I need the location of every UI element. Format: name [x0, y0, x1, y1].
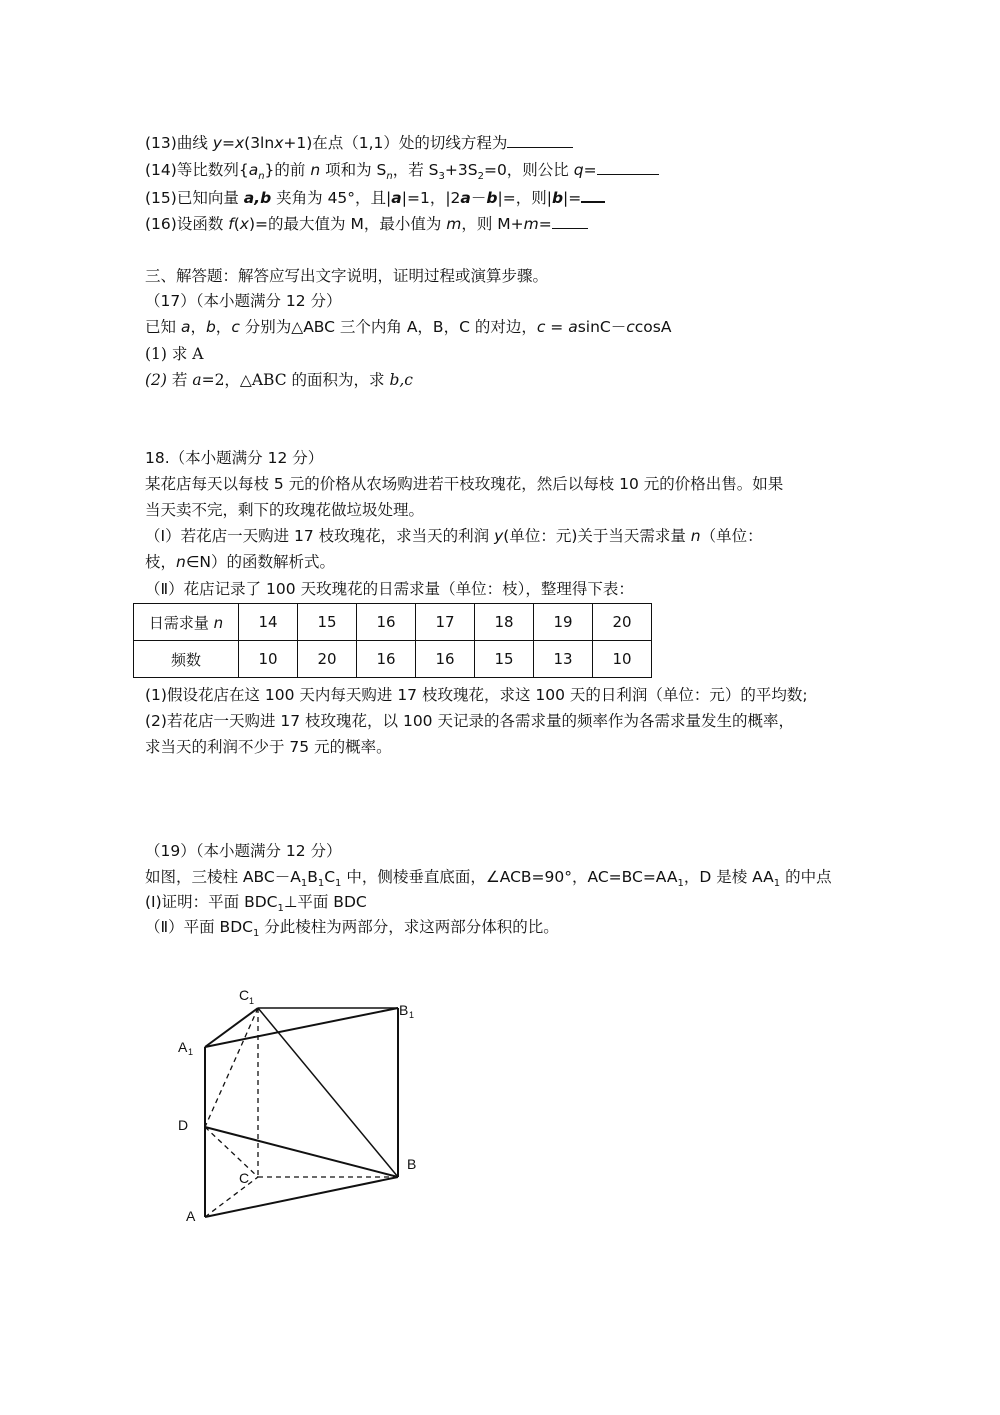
table-cell: 16: [357, 641, 416, 678]
q18-text: (单位：元)关于当天需求量: [503, 527, 691, 545]
q16-text: =: [538, 215, 552, 233]
section-heading: 三、解答题：解答应写出文字说明，证明过程或演算步骤。: [145, 267, 549, 285]
q19-sub: 1: [317, 878, 325, 890]
q15-answer-blank[interactable]: [581, 185, 605, 203]
q19-sub: 1: [335, 878, 342, 890]
q16-text: )=的最大值为 M，最小值为: [248, 215, 447, 233]
table-cell: 13: [534, 641, 593, 678]
q18-sub2-line2: 求当天的利润不少于 75 元的概率。: [145, 738, 392, 756]
q19-header: （19）（本小题满分 12 分）: [145, 842, 342, 860]
q14-text: }的前: [264, 161, 311, 179]
q18-text: ∈N）的函数解析式。: [185, 553, 335, 571]
q13-number: (13): [145, 134, 177, 152]
label-C1-sub: 1: [249, 996, 255, 1006]
question-13: [145, 131, 573, 155]
q19-sub: 1: [677, 878, 684, 890]
q18-part1: [145, 524, 763, 548]
q19-text: 如图，三棱柱 ABC－A: [145, 868, 301, 886]
q16-answer-blank[interactable]: [552, 212, 588, 229]
q19-sub: 1: [277, 903, 284, 915]
table-cell: 19: [534, 604, 593, 641]
q15-text: 已知向量: [176, 189, 244, 207]
q19-sub: 1: [300, 878, 308, 890]
q18-stem-line1: 某花店每天以每枝 5 元的价格从农场购进若干枝玫瑰花，然后以每枝 10 元的价格出售。如果: [145, 475, 784, 493]
table-row-demand: [134, 604, 652, 641]
q19-text: 分此棱柱为两部分，求这两部分体积的比。: [259, 918, 559, 936]
q16-text: (: [233, 215, 240, 233]
question-15: [145, 185, 605, 210]
table-row-frequency: [134, 641, 652, 678]
label-D: D: [178, 1117, 189, 1133]
q19-part2: [145, 915, 559, 939]
q14-text: =0，则公比: [483, 161, 574, 179]
q18-var-y: y: [494, 527, 504, 545]
q13-text: =: [221, 134, 235, 152]
q19-text: C: [324, 868, 336, 886]
q14-sub: n: [386, 171, 393, 183]
q19-stem: [145, 865, 832, 889]
table-cell: 10: [239, 641, 298, 678]
q17-text: 已知: [145, 318, 181, 336]
q13-text: 曲线: [176, 134, 213, 152]
q18-part2: （Ⅱ）花店记录了 100 天玫瑰花的日需求量（单位：枝），整理得下表：: [145, 580, 634, 598]
q18-sub2-line1: (2)若花店一天购进 17 枝玫瑰花，以 100 天记录的各需求量的频率作为各需求量发生的概率，: [145, 712, 794, 730]
q17-var: b: [205, 318, 216, 336]
table-cell: 18: [475, 604, 534, 641]
q14-var-q: q: [573, 161, 584, 179]
header-var-n: n: [213, 613, 224, 632]
q15-text: |=: [563, 189, 582, 207]
q17-var: c: [231, 318, 240, 336]
q17-stem: [145, 315, 671, 339]
q17-text: ，: [215, 318, 232, 336]
q17-part2-number: (2): [145, 371, 167, 389]
q17-header: （17）（本小题满分 12 分）: [145, 292, 342, 310]
q18-text: （单位：: [700, 527, 763, 545]
label-A1: A: [178, 1039, 188, 1055]
label-A1-sub: 1: [188, 1047, 194, 1057]
q18-stem-line2: 当天卖不完，剩下的玫瑰花做垃圾处理。: [145, 501, 425, 519]
q14-text: 项和为 S: [320, 161, 387, 179]
q16-var-x: x: [239, 215, 249, 233]
table-cell: 16: [357, 604, 416, 641]
q18-header: 18.（本小题满分 12 分）: [145, 449, 324, 467]
q14-text: +3S: [444, 161, 478, 179]
q14-sub: 2: [477, 171, 484, 183]
prism-figure: [165, 980, 435, 1230]
q15-text: －: [470, 189, 487, 207]
q19-text: B: [307, 868, 318, 886]
q13-text: +1)在点（1,1）处的切线方程为: [283, 134, 508, 152]
edge-AB: [205, 1177, 398, 1217]
table-cell: 20: [298, 641, 357, 678]
table-header-frequency: 频数: [134, 641, 239, 678]
table-cell: 14: [239, 604, 298, 641]
q19-text: 中，侧棱垂直底面，∠ACB=90°，AC=BC=AA: [341, 868, 678, 886]
q19-text: ⊥平面 BDC: [283, 893, 367, 911]
q19-part1: [145, 890, 367, 914]
label-A: A: [186, 1208, 196, 1224]
q14-number: (14): [145, 161, 177, 179]
header-label: 日需求量: [148, 613, 214, 632]
demand-frequency-table: [133, 603, 652, 678]
q14-var-a: a: [248, 161, 259, 179]
q14-sub: 3: [438, 171, 445, 183]
q17-part1: (1) 求 A: [145, 345, 204, 363]
q16-number: (16): [145, 215, 177, 233]
q18-text: 枝，: [145, 553, 177, 571]
q19-text: （Ⅱ）平面 BDC: [145, 918, 253, 936]
table-cell: 10: [593, 641, 652, 678]
table-cell: 15: [475, 641, 534, 678]
label-B1: B: [399, 1002, 409, 1018]
q17-part2: [145, 368, 413, 392]
q15-vectors: a,b: [243, 189, 272, 207]
q19-sub: 1: [773, 878, 781, 890]
q15-text: 夹角为 45°，且|: [271, 189, 392, 207]
table-header-demand: [134, 604, 239, 641]
q13-var-x: x: [274, 134, 284, 152]
edge-A1B1: [205, 1008, 398, 1047]
q13-var-y: y: [212, 134, 222, 152]
question-16: [145, 212, 588, 236]
q14-text: =: [583, 161, 597, 179]
q19-text: 的中点: [780, 868, 832, 886]
table-cell: 16: [416, 641, 475, 678]
q14-text: 等比数列{: [176, 161, 249, 179]
q19-sub: 1: [252, 928, 260, 940]
q17-var: c: [536, 318, 546, 336]
q16-var-m: m: [523, 215, 539, 233]
q19-text: ，D 是棱 AA: [683, 868, 774, 886]
label-B: B: [407, 1156, 417, 1172]
q14-text: ，若 S: [392, 161, 439, 179]
edge-DB: [205, 1127, 398, 1177]
q18-text: （Ⅰ）若花店一天购进 17 枝玫瑰花，求当天的利润: [145, 527, 495, 545]
q18-var-n: n: [176, 553, 186, 571]
table-cell: 17: [416, 604, 475, 641]
q19-text: (Ⅰ)证明：平面 BDC: [145, 893, 278, 911]
q14-var-n: n: [310, 161, 321, 179]
q16-var-f: f: [228, 215, 234, 233]
q17-text: 若: [166, 371, 193, 389]
q15-number: (15): [145, 189, 177, 207]
q16-text: ，则 M+: [461, 215, 524, 233]
q17-text: cosA: [634, 318, 672, 336]
q17-text: ，: [190, 318, 206, 336]
q15-text: |=，则|: [497, 189, 552, 207]
label-C1: C: [239, 987, 250, 1003]
q15-var-a: a: [391, 189, 402, 207]
q18-sub1: (1)假设花店在这 100 天内每天购进 17 枝玫瑰花，求这 100 天的日利润（单位：元）的平均数;: [145, 686, 808, 704]
q15-var-a: a: [460, 189, 471, 207]
q16-var-m: m: [446, 215, 462, 233]
q16-text: 设函数: [176, 215, 229, 233]
q17-text: 分别为△ABC 三个内角 A，B，C 的对边，: [239, 318, 537, 336]
q17-var: a: [180, 318, 191, 336]
q17-text: sinC－: [577, 318, 627, 336]
q18-var-n: n: [690, 527, 701, 545]
q15-text: |=1，|2: [401, 189, 461, 207]
label-B1-sub: 1: [409, 1010, 415, 1020]
q17-text: =: [545, 318, 569, 336]
q17-text: =2，△ABC 的面积为，求: [201, 371, 390, 389]
q17-var: c: [626, 318, 635, 336]
q13-var-x: x: [234, 134, 245, 152]
edge-C1B: [258, 1008, 398, 1177]
label-C: C: [239, 1170, 250, 1186]
q14-answer-blank[interactable]: [597, 158, 659, 175]
table-cell: 20: [593, 604, 652, 641]
table-cell: 15: [298, 604, 357, 641]
question-14: [145, 158, 659, 182]
q15-var-b: b: [486, 189, 498, 207]
q17-var: b,c: [389, 371, 413, 389]
q14-sub-n: n: [258, 171, 265, 183]
q13-answer-blank[interactable]: [507, 131, 573, 148]
q13-text: (3ln: [244, 134, 275, 152]
q15-var-b: b: [551, 189, 564, 207]
q17-var: a: [192, 371, 202, 389]
edge-C1D: [205, 1008, 258, 1127]
q18-part1-cont: [145, 550, 335, 574]
q17-var: a: [568, 318, 578, 336]
